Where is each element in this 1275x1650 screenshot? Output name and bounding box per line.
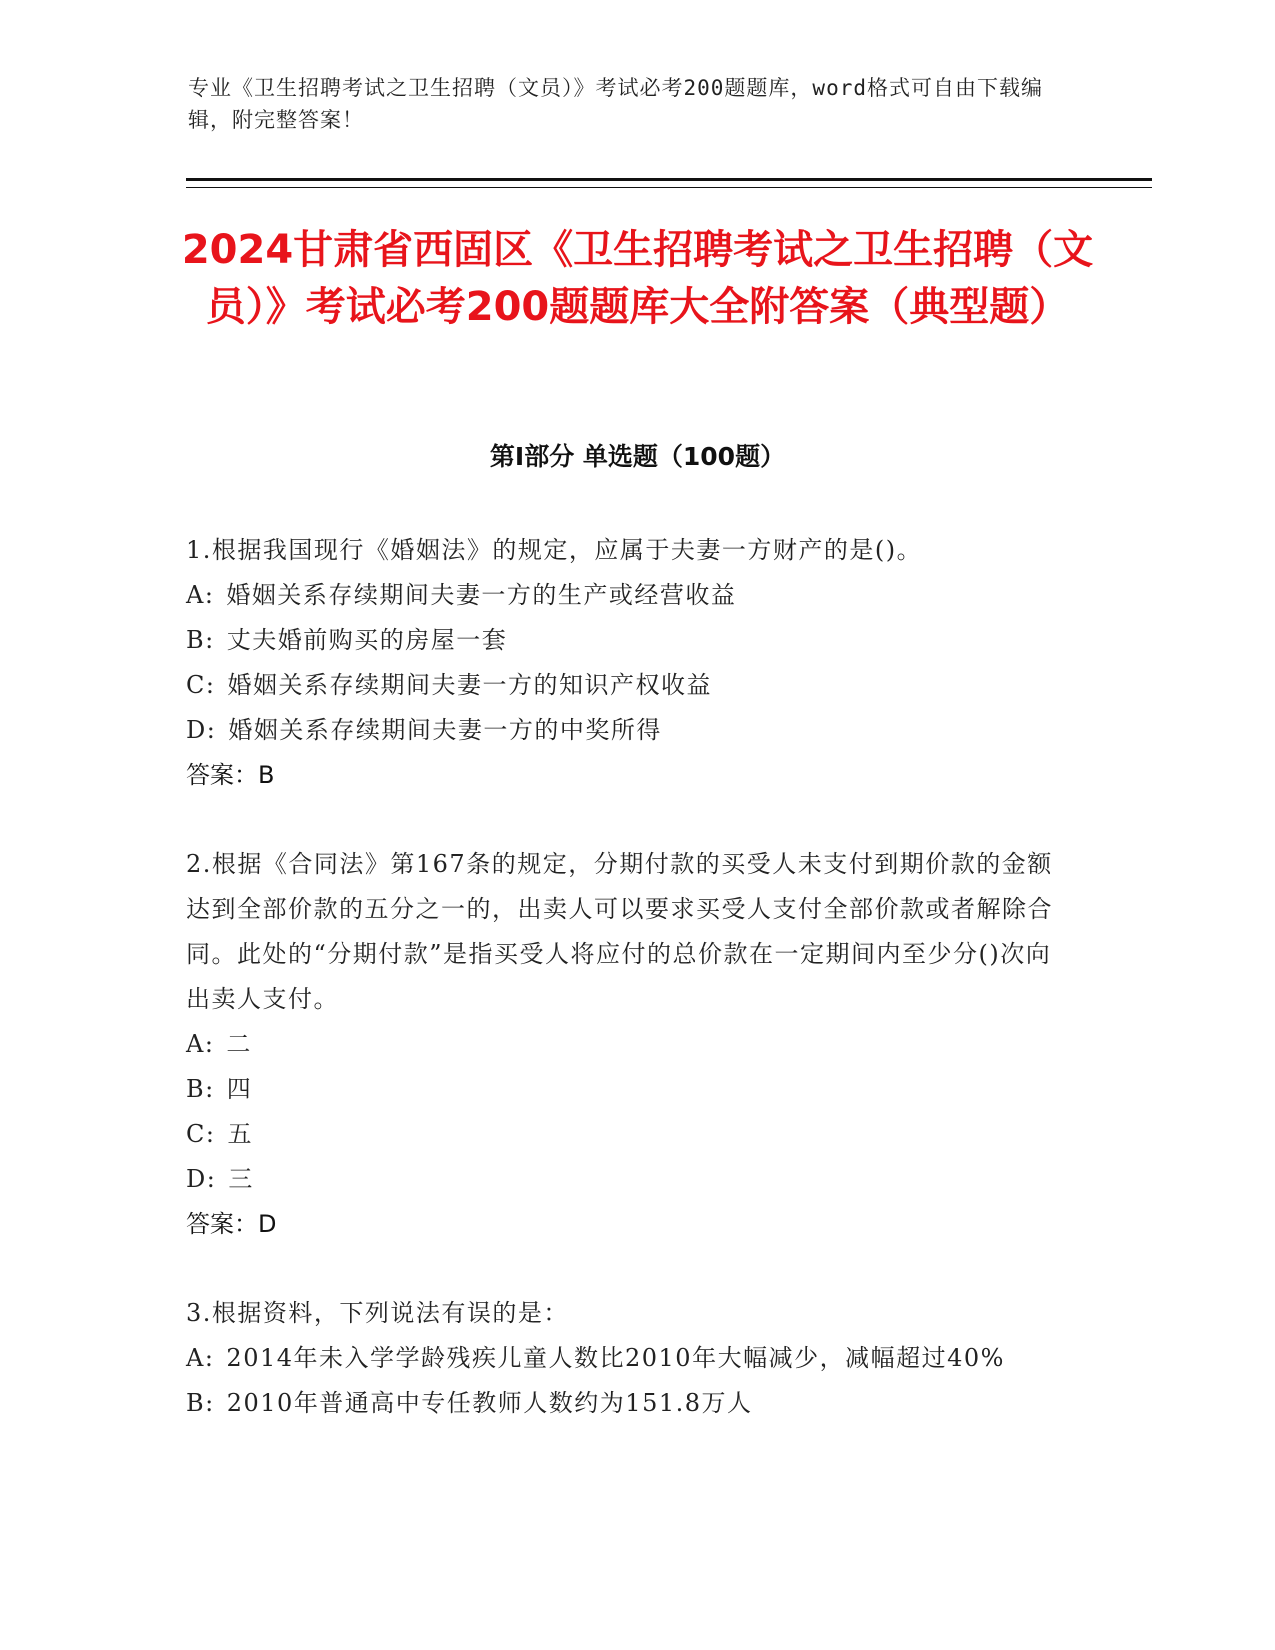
question-stem: 1.根据我国现行《婚姻法》的规定，应属于夫妻一方财产的是()。 bbox=[186, 536, 923, 564]
option-key: C: bbox=[186, 1120, 216, 1148]
option-key: B: bbox=[186, 1389, 215, 1417]
option-c bbox=[186, 1112, 1066, 1157]
question-1 bbox=[186, 528, 1066, 798]
document-title: 2024甘肃省西固区《卫生招聘考试之卫生招聘（文员）》考试必考200题题库大全附答案（典型题） bbox=[181, 227, 1094, 330]
option-d bbox=[186, 1157, 1066, 1202]
header-rule-thin bbox=[186, 187, 1152, 188]
option-key: A: bbox=[186, 1344, 215, 1372]
section-heading: 第Ⅰ部分 单选题（100题） bbox=[489, 442, 786, 471]
header-rule-thick bbox=[186, 178, 1152, 181]
option-key: D: bbox=[186, 716, 217, 744]
answer-line: 答案：D bbox=[186, 1210, 277, 1238]
option-key: A: bbox=[186, 581, 215, 609]
option-key: A: bbox=[186, 1030, 215, 1058]
question-3 bbox=[186, 1291, 1066, 1426]
question-stem: 2.根据《合同法》第167条的规定，分期付款的买受人未支付到期价款的金额达到全部价款的五分之一的，出卖人可以要求买受人支付全部价款或者解除合同。此处的“分期付款”是指买受人将应付的总价款在一定期间内至少分()次向出卖人支付。 bbox=[186, 850, 1053, 1013]
question-stem: 3.根据资料，下列说法有误的是： bbox=[186, 1299, 569, 1327]
option-text: 二 bbox=[226, 1030, 252, 1058]
option-d bbox=[186, 708, 1066, 753]
answer-line: 答案：B bbox=[186, 761, 275, 789]
option-key: B: bbox=[186, 1075, 215, 1103]
option-text: 五 bbox=[227, 1120, 253, 1148]
header-note: 专业《卫生招聘考试之卫生招聘（文员）》考试必考200题题库，word格式可自由下载编辑，附完整答案！ bbox=[188, 76, 1043, 132]
question-2 bbox=[186, 842, 1066, 1247]
option-b bbox=[186, 1067, 1066, 1112]
option-a bbox=[186, 1336, 1066, 1381]
option-b bbox=[186, 1381, 1066, 1426]
option-text: 丈夫婚前购买的房屋一套 bbox=[226, 626, 508, 654]
option-text: 2014年未入学学龄残疾儿童人数比2010年大幅减少，减幅超过40% bbox=[226, 1344, 1005, 1372]
option-text: 婚姻关系存续期间夫妻一方的知识产权收益 bbox=[227, 671, 712, 699]
option-text: 婚姻关系存续期间夫妻一方的中奖所得 bbox=[228, 716, 662, 744]
option-a bbox=[186, 573, 1066, 618]
option-a bbox=[186, 1022, 1066, 1067]
option-text: 婚姻关系存续期间夫妻一方的生产或经营收益 bbox=[226, 581, 737, 609]
option-text: 2010年普通高中专任教师人数约为151.8万人 bbox=[226, 1389, 753, 1417]
option-key: C: bbox=[186, 671, 216, 699]
option-key: B: bbox=[186, 626, 215, 654]
option-text: 四 bbox=[226, 1075, 253, 1103]
option-key: D: bbox=[186, 1165, 217, 1193]
option-b bbox=[186, 618, 1066, 663]
option-text: 三 bbox=[228, 1165, 254, 1193]
option-c bbox=[186, 663, 1066, 708]
question-list bbox=[186, 528, 1066, 1470]
